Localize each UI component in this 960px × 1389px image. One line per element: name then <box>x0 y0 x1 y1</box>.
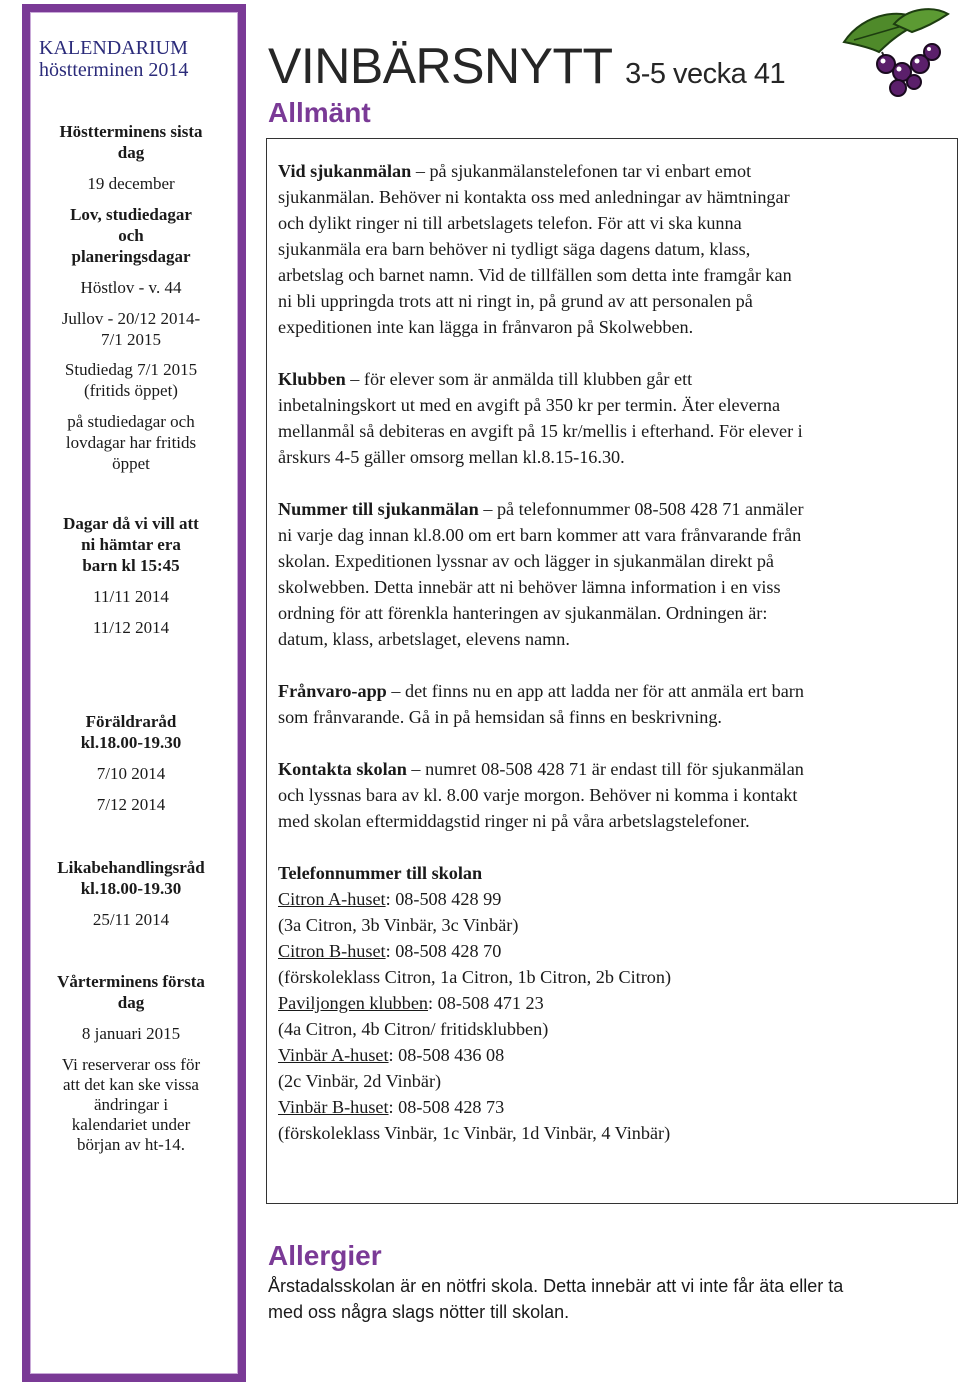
allergy-text-line: Årstadalsskolan är en nötfri skola. Detta innebär att vi inte får äta eller ta <box>268 1276 844 1296</box>
holidays-heading: planeringsdagar <box>71 247 191 266</box>
holiday-item: Höstlov - v. 44 <box>80 278 182 297</box>
phone-entry-number: : 08-508 428 70 <box>385 941 502 961</box>
spring-first-day-block <box>31 971 231 1044</box>
phone-entry-number: : 08-508 428 99 <box>385 889 502 909</box>
phone-entry-classes: (3a Citron, 3b Vinbär, 3c Vinbär) <box>278 915 519 935</box>
studyday-item: Studiedag 7/1 2015 <box>64 360 198 379</box>
phone-entry-number: : 08-508 428 73 <box>388 1097 505 1117</box>
sick-report-text: – på sjukanmälanstelefonen tar vi enbart emot <box>411 161 752 181</box>
phone-entry <box>278 990 942 1016</box>
pickup-date: 11/11 2014 <box>93 587 169 606</box>
phone-entry-classes: (förskoleklass Vinbär, 1c Vinbär, 1d Vinbär, 4 Vinbär) <box>278 1123 671 1143</box>
sick-report-text: arbetslag och barnet namn. Vid de tillfällen som detta inte framgår kan <box>278 265 792 285</box>
phone-entry-number: : 08-508 471 23 <box>428 993 544 1013</box>
phone-entry-place: Vinbär A-huset <box>278 1045 389 1065</box>
club-text: mellanmål så debiteras en avgift på 15 kr/mellis i efterhand. För elever i <box>278 421 803 441</box>
reservation-note-line: Vi reserverar oss för <box>61 1055 201 1074</box>
contact-school-text: – numret 08-508 428 71 är endast till för sjukanmälan <box>406 759 804 779</box>
holidays-heading: Lov, studiedagar <box>70 205 192 224</box>
phone-entry <box>278 1094 942 1120</box>
studyday-item: lovdagar har fritids <box>65 433 197 452</box>
phone-entry-classes: (förskoleklass Citron, 1a Citron, 1b Citron, 2b Citron) <box>278 967 672 987</box>
holidays-block <box>31 204 231 350</box>
general-info-content <box>278 158 942 1172</box>
club-paragraph <box>278 366 942 470</box>
phone-entry <box>278 1042 942 1068</box>
reservation-note-line: kalendariet under <box>71 1115 191 1134</box>
phone-entry-classes: (2c Vinbär, 2d Vinbär) <box>278 1071 442 1091</box>
phone-entry <box>278 886 942 912</box>
pickup-heading: Dagar då vi vill att <box>63 514 199 533</box>
sick-number-text: – på telefonnummer 08-508 428 71 anmäler <box>478 499 804 519</box>
absence-app-text: – det finns nu en app att ladda ner för att anmäla ert barn <box>386 681 804 701</box>
allergy-text <box>268 1273 948 1325</box>
parents-council-heading: Föräldraråd <box>85 712 177 731</box>
sick-report-text: sjukanmälan. Behöver ni kontakta oss med anledningar av hämtningar <box>278 187 790 207</box>
sick-report-label: Vid sjukanmälan <box>278 161 412 181</box>
club-text: – för elever som är anmälda till klubben går ett <box>345 369 693 389</box>
studyday-item: (fritids öppet) <box>84 381 178 400</box>
calendar-title <box>39 37 239 81</box>
page-title <box>268 36 785 104</box>
pickup-days-block <box>31 513 231 638</box>
absence-app-label: Frånvaro-app <box>278 681 387 701</box>
section-allergy-heading: Allergier <box>268 1240 382 1271</box>
sick-number-text: ni varje dag innan kl.8.00 om ert barn kommer att vara frånvarande från <box>278 525 802 545</box>
allergy-text-line: med oss några slags nötter till skolan. <box>268 1302 570 1322</box>
sick-report-text: och dylikt ringer ni till arbetslagets telefon. För att vi ska kunna <box>278 213 742 233</box>
holidays-heading: och <box>118 226 144 245</box>
page-title-main: VINBÄRSNYTT <box>268 38 612 94</box>
calendar-title-line2: höstterminen 2014 <box>39 59 189 81</box>
absence-app-text: som frånvarande. Gå in på hemsidan så finns en beskrivning. <box>278 707 722 727</box>
reservation-note-line: ändringar i <box>93 1095 169 1114</box>
sick-number-label: Nummer till sjukanmälan <box>278 499 479 519</box>
contact-school-paragraph <box>278 756 942 834</box>
studyday-item: på studiedagar och <box>67 412 195 431</box>
contact-school-text: med skolan eftermiddagstid ringer ni på våra arbetslagstelefoner. <box>278 811 750 831</box>
phone-numbers-heading: Telefonnummer till skolan <box>278 863 483 883</box>
club-text: inbetalningskort ut med en avgift på 350 kr per termin. Äter eleverna <box>278 395 781 415</box>
sick-number-text: datum, klass, arbetslaget, elevens namn. <box>278 629 570 649</box>
phone-numbers-section <box>278 860 942 1146</box>
phone-entry-place: Vinbär B-huset <box>278 1097 389 1117</box>
pickup-heading: barn kl 15:45 <box>82 556 180 575</box>
phone-entry-classes: (4a Citron, 4b Citron/ fritidsklubben) <box>278 1019 549 1039</box>
general-info-box <box>266 138 958 1204</box>
sick-report-paragraph <box>278 158 942 340</box>
fall-last-day-block <box>31 121 231 194</box>
spring-first-day-heading: Vårterminens första <box>57 972 205 991</box>
calendar-sidebar-panel <box>30 12 238 1374</box>
equality-council-date: 25/11 2014 <box>92 910 170 929</box>
fall-last-day-date: 19 december <box>87 174 175 193</box>
phone-entry <box>278 938 942 964</box>
blackcurrant-berries-icon <box>824 2 952 100</box>
parents-council-date: 7/10 2014 <box>96 764 166 783</box>
absence-app-paragraph <box>278 678 942 730</box>
phone-entry-place: Citron B-huset <box>278 941 386 961</box>
holiday-item: Jullov - 20/12 2014- <box>61 309 201 328</box>
sick-number-text: skolwebben. Detta innebär att ni behöver lämna information i en viss <box>278 577 781 597</box>
holiday-item: 7/1 2015 <box>101 330 161 349</box>
parents-council-date: 7/12 2014 <box>96 795 166 814</box>
section-general-heading: Allmänt <box>268 97 371 128</box>
calendar-sidebar <box>22 4 246 1382</box>
pickup-date: 11/12 2014 <box>92 618 170 637</box>
reservation-note-line: början av ht-14. <box>76 1135 186 1154</box>
page-title-sub: 3-5 vecka 41 <box>625 58 786 90</box>
parents-council-time: kl.18.00-19.30 <box>80 733 182 752</box>
equality-council-time: kl.18.00-19.30 <box>80 879 182 898</box>
phone-entry-place: Paviljongen klubben <box>278 993 429 1013</box>
phone-entry-number: : 08-508 436 08 <box>388 1045 505 1065</box>
spring-first-day-heading: dag <box>117 993 145 1012</box>
contact-school-text: och lyssnas bara av kl. 8.00 varje morgon. Behöver ni komma i kontakt <box>278 785 798 805</box>
contact-school-label: Kontakta skolan <box>278 759 407 779</box>
parents-council-block <box>31 711 231 815</box>
equality-council-heading: Likabehandlingsråd <box>57 858 205 877</box>
club-text: årskurs 4-5 gäller omsorg mellan kl.8.15-16.30. <box>278 447 625 467</box>
pickup-heading: ni hämtar era <box>81 535 181 554</box>
club-label: Klubben <box>278 369 346 389</box>
fall-last-day-heading: Höstterminens sista <box>59 122 203 141</box>
sick-report-text: sjukanmäla era barn behöver ni tydligt säga dagens datum, klass, <box>278 239 751 259</box>
sick-number-text: ordning för att förenkla hanteringen av sjukanmälan. Ordningen är: <box>278 603 768 623</box>
sick-number-text: skolan. Expeditionen lyssnar av och lägger in sjukanmälan direkt på <box>278 551 774 571</box>
reservation-note-line: att det kan ske vissa <box>63 1075 199 1094</box>
studyday-block <box>31 359 231 474</box>
sick-report-text: ni bli uppringda trots att ni ringt in, på grund av att personalen på <box>278 291 753 311</box>
reservation-note <box>31 1055 231 1155</box>
studyday-item: öppet <box>112 454 150 473</box>
spring-first-day-date: 8 januari 2015 <box>81 1024 181 1043</box>
fall-last-day-heading: dag <box>117 143 145 162</box>
calendar-title-line1: KALENDARIUM <box>39 37 188 59</box>
equality-council-block <box>31 857 231 930</box>
sick-number-paragraph <box>278 496 942 652</box>
sick-report-text: expeditionen inte kan lägga in frånvaron på Skolwebben. <box>278 317 694 337</box>
phone-entry-place: Citron A-huset <box>278 889 386 909</box>
